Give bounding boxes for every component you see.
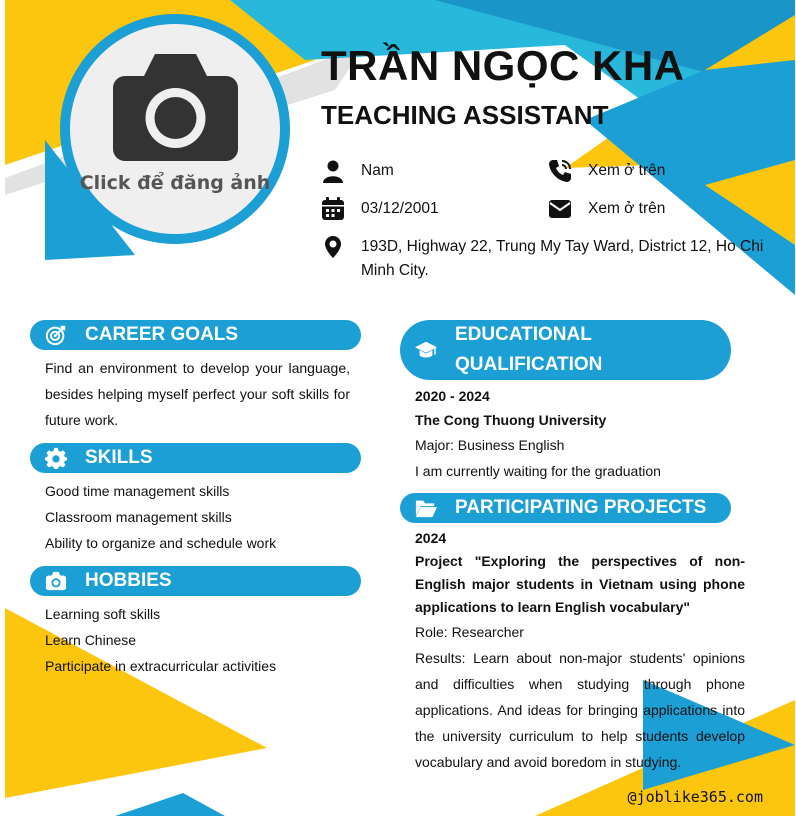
skill-item: Good time management skills xyxy=(45,483,230,499)
education-school: The Cong Thuong University xyxy=(415,412,607,428)
calendar-icon xyxy=(321,197,345,221)
envelope-icon xyxy=(548,197,572,221)
cv-page xyxy=(5,0,795,816)
phone-value: Xem ở trên xyxy=(588,162,666,179)
person-icon xyxy=(321,159,345,183)
phone-row xyxy=(548,159,665,183)
project-role: Role: Researcher xyxy=(415,624,524,640)
blue-bottom-left-shape xyxy=(115,793,225,816)
watermark: @joblike365.com xyxy=(627,788,763,806)
hobby-item: Participate in extracurricular activities xyxy=(45,658,277,674)
gender-row xyxy=(321,159,394,183)
dob-value: 03/12/2001 xyxy=(361,200,439,217)
education-major: Major: Business English xyxy=(415,437,565,453)
location-pin-icon xyxy=(321,235,345,259)
candidate-name: TRẦN NGỌC KHA xyxy=(321,42,685,89)
job-title: TEACHING ASSISTANT xyxy=(321,100,609,130)
project-results: Results: Learn about non-major students' opinions and difficulties when studying through phone applications. And ideas for bringing applications into the university curriculum to help students develop vocabulary and avoid boredom in studying. xyxy=(415,650,745,770)
projects-details xyxy=(415,527,745,775)
project-name: Project "Exploring the perspectives of non-English major students in Vietnam using phone applications to learn English vocabulary" xyxy=(415,553,745,615)
hobbies-title: HOBBIES xyxy=(85,570,172,591)
gear-icon xyxy=(45,447,67,469)
avatar-upload-label[interactable]: Click để đăng ảnh xyxy=(79,172,271,194)
phone-icon xyxy=(548,159,572,183)
skills-header xyxy=(30,443,361,473)
career-goals-text: Find an environment to develop your language, besides helping myself perfect your soft skills for future work. xyxy=(45,360,350,428)
address-value: 193D, Highway 22, Trung My Tay Ward, District 12, Ho Chi Minh City. xyxy=(361,238,764,279)
email-row xyxy=(548,197,665,221)
avatar[interactable] xyxy=(60,14,290,244)
hobby-item: Learn Chinese xyxy=(45,632,137,648)
skill-item: Classroom management skills xyxy=(45,509,232,525)
education-header xyxy=(400,320,731,380)
avatar-placeholder[interactable] xyxy=(70,24,280,234)
email-value: Xem ở trên xyxy=(588,200,666,217)
camera-icon xyxy=(45,570,67,592)
education-title-line2: QUALIFICATION xyxy=(455,354,603,375)
address-row xyxy=(321,235,766,283)
dob-row xyxy=(321,197,439,221)
hobbies-header xyxy=(30,566,361,596)
folder-icon xyxy=(415,497,437,519)
skills-title: SKILLS xyxy=(85,447,153,468)
career-goals-header xyxy=(30,320,361,350)
education-note: I am currently waiting for the graduation xyxy=(415,463,661,479)
education-title-line1: EDUCATIONAL xyxy=(455,324,592,345)
gender-value: Nam xyxy=(361,162,394,179)
hobby-item: Learning soft skills xyxy=(45,606,161,622)
education-details xyxy=(415,384,745,484)
career-goals-title: CAREER GOALS xyxy=(85,324,239,345)
camera-icon xyxy=(113,54,238,164)
education-period: 2020 - 2024 xyxy=(415,388,490,404)
target-icon xyxy=(45,324,67,346)
hobbies-list xyxy=(45,601,350,679)
skill-item: Ability to organize and schedule work xyxy=(45,535,277,551)
project-year: 2024 xyxy=(415,530,447,546)
projects-title: PARTICIPATING PROJECTS xyxy=(455,497,707,518)
education-title xyxy=(455,320,602,380)
graduation-cap-icon xyxy=(415,339,437,361)
projects-header xyxy=(400,493,731,523)
skills-list xyxy=(45,478,350,556)
